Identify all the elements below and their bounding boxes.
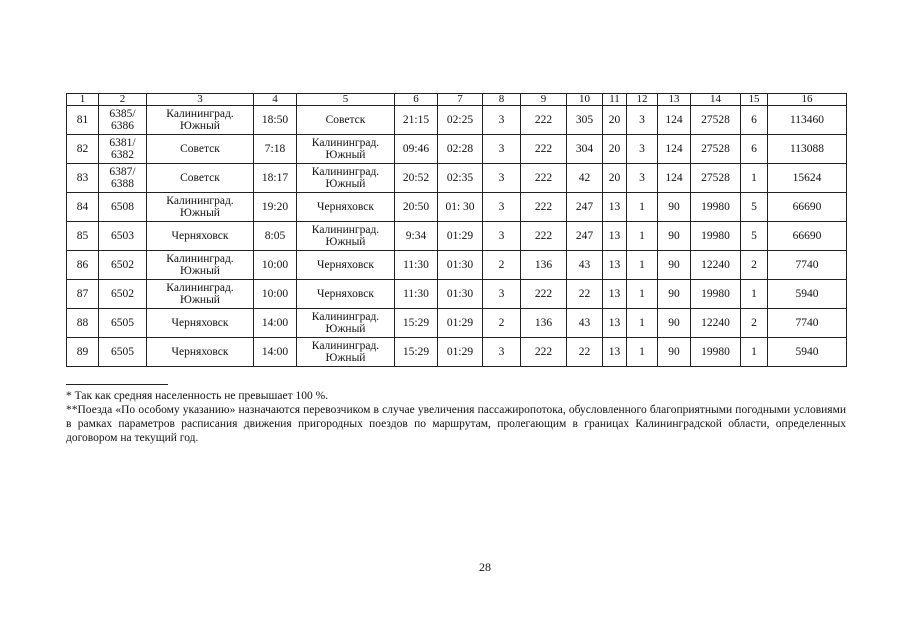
table-cell: 12240 — [691, 309, 741, 338]
table-cell: 27528 — [691, 135, 741, 164]
column-header: 6 — [395, 94, 438, 106]
table-cell: 1 — [627, 280, 658, 309]
table-cell: 10:00 — [254, 251, 297, 280]
table-cell: 20:52 — [395, 164, 438, 193]
table-cell: 81 — [67, 106, 99, 135]
table-cell: 83 — [67, 164, 99, 193]
table-cell: 90 — [658, 309, 691, 338]
table-cell: 1 — [741, 280, 768, 309]
table-cell: 124 — [658, 135, 691, 164]
table-cell: 87 — [67, 280, 99, 309]
table-cell: 222 — [521, 193, 567, 222]
table-cell: 7740 — [768, 309, 847, 338]
page-number: 28 — [479, 560, 491, 574]
table-cell: 2 — [741, 251, 768, 280]
column-header: 4 — [254, 94, 297, 106]
table-cell: 9:34 — [395, 222, 438, 251]
table-cell: Калининград. Южный — [147, 193, 254, 222]
table-cell: 6502 — [99, 251, 147, 280]
table-cell: 1 — [627, 222, 658, 251]
table-cell: 6 — [741, 135, 768, 164]
column-header: 12 — [627, 94, 658, 106]
table-cell: 21:15 — [395, 106, 438, 135]
table-cell: 43 — [567, 251, 603, 280]
table-cell: 09:46 — [395, 135, 438, 164]
table-row — [67, 222, 847, 251]
table-cell: 90 — [658, 251, 691, 280]
table-cell: 27528 — [691, 164, 741, 193]
table-cell: 90 — [658, 280, 691, 309]
table-cell: 90 — [658, 338, 691, 367]
table-cell: 6503 — [99, 222, 147, 251]
table-cell: 82 — [67, 135, 99, 164]
table-cell: 3 — [483, 222, 521, 251]
table-cell: 7:18 — [254, 135, 297, 164]
table-row — [67, 338, 847, 367]
table-cell: 20 — [603, 106, 627, 135]
column-header: 1 — [67, 94, 99, 106]
table-cell: 3 — [483, 135, 521, 164]
table-cell: 85 — [67, 222, 99, 251]
table-cell: Черняховск — [147, 309, 254, 338]
table-cell: 1 — [627, 309, 658, 338]
table-cell: 01:29 — [438, 338, 483, 367]
table-cell: 124 — [658, 164, 691, 193]
column-header: 16 — [768, 94, 847, 106]
table-cell: 66690 — [768, 193, 847, 222]
table-cell: 66690 — [768, 222, 847, 251]
table-cell: 8:05 — [254, 222, 297, 251]
table-cell: 222 — [521, 164, 567, 193]
table-cell: 19:20 — [254, 193, 297, 222]
table-cell: 3 — [483, 280, 521, 309]
table-cell: 7740 — [768, 251, 847, 280]
table-cell: 222 — [521, 106, 567, 135]
table-cell: 15624 — [768, 164, 847, 193]
table-row — [67, 164, 847, 193]
table-cell: 01:30 — [438, 251, 483, 280]
table-cell: 6505 — [99, 338, 147, 367]
table-cell: 02:35 — [438, 164, 483, 193]
table-cell: 3 — [483, 193, 521, 222]
table-cell: 6505 — [99, 309, 147, 338]
column-header: 2 — [99, 94, 147, 106]
table-cell: 18:17 — [254, 164, 297, 193]
footnote-separator — [66, 384, 168, 385]
table-cell: 6502 — [99, 280, 147, 309]
table-row — [67, 135, 847, 164]
column-header: 15 — [741, 94, 768, 106]
table-cell: 13 — [603, 222, 627, 251]
table-cell: 19980 — [691, 222, 741, 251]
table-cell: 222 — [521, 135, 567, 164]
table-row — [67, 193, 847, 222]
table-cell: 2 — [483, 309, 521, 338]
table-cell: 90 — [658, 222, 691, 251]
table-cell: Калининград. Южный — [297, 338, 395, 367]
table-cell: Калининград. Южный — [147, 280, 254, 309]
table-cell: 247 — [567, 193, 603, 222]
table-cell: 11:30 — [395, 280, 438, 309]
column-header: 10 — [567, 94, 603, 106]
footnote-1: * Так как средняя населенность не превышает 100 %. — [66, 390, 329, 402]
table-cell: 15:29 — [395, 338, 438, 367]
table-cell: 42 — [567, 164, 603, 193]
table-cell: 13 — [603, 280, 627, 309]
table-cell: 22 — [567, 338, 603, 367]
table-cell: 1 — [627, 193, 658, 222]
table-cell: 3 — [483, 106, 521, 135]
table-cell: 2 — [741, 309, 768, 338]
table-cell: 2 — [483, 251, 521, 280]
table-cell: Советск — [147, 135, 254, 164]
table-cell: Советск — [297, 106, 395, 135]
table-cell: 3 — [627, 135, 658, 164]
table-cell: 222 — [521, 222, 567, 251]
table-cell: Черняховск — [147, 338, 254, 367]
table-cell: Калининград. Южный — [147, 106, 254, 135]
table-cell: Черняховск — [147, 222, 254, 251]
footnote-2: **Поезда «По особому указанию» назначаются перевозчиком в случае увеличения пассажиропотока, обусловленного благоприятными погодными условиями в рамках параметров расписания движения пригородных поездов по маршрутам, пролегающим в границах Калининградской области, определенных договором на текущий год. — [66, 404, 846, 444]
table-cell: 5 — [741, 193, 768, 222]
table-cell: 43 — [567, 309, 603, 338]
table-cell: 27528 — [691, 106, 741, 135]
table-cell: 5 — [741, 222, 768, 251]
table-cell: 88 — [67, 309, 99, 338]
column-header: 9 — [521, 94, 567, 106]
column-header: 3 — [147, 94, 254, 106]
table-cell: 6381/ 6382 — [99, 135, 147, 164]
table-cell: 113088 — [768, 135, 847, 164]
table-cell: 01:29 — [438, 222, 483, 251]
table-row — [67, 251, 847, 280]
table-cell: 13 — [603, 193, 627, 222]
table-header-row — [67, 94, 847, 106]
table-cell: Черняховск — [297, 280, 395, 309]
table-row — [67, 280, 847, 309]
table-cell: 20 — [603, 164, 627, 193]
table-cell: 6385/ 6386 — [99, 106, 147, 135]
table-cell: 15:29 — [395, 309, 438, 338]
table-cell: 20:50 — [395, 193, 438, 222]
table-cell: Калининград. Южный — [297, 135, 395, 164]
column-header: 5 — [297, 94, 395, 106]
table-cell: 13 — [603, 338, 627, 367]
table-cell: 11:30 — [395, 251, 438, 280]
table-cell: 124 — [658, 106, 691, 135]
table-cell: 18:50 — [254, 106, 297, 135]
column-header: 11 — [603, 94, 627, 106]
table-cell: 19980 — [691, 338, 741, 367]
table-cell: 13 — [603, 251, 627, 280]
table-cell: 19980 — [691, 193, 741, 222]
table-cell: 01:30 — [438, 280, 483, 309]
table-cell: 02:25 — [438, 106, 483, 135]
table-cell: Калининград. Южный — [297, 164, 395, 193]
column-header: 7 — [438, 94, 483, 106]
table-cell: 136 — [521, 251, 567, 280]
table-cell: 12240 — [691, 251, 741, 280]
table-cell: Черняховск — [297, 193, 395, 222]
table-cell: 3 — [483, 164, 521, 193]
table-row — [67, 106, 847, 135]
table-cell: 6508 — [99, 193, 147, 222]
table-cell: 6 — [741, 106, 768, 135]
table-cell: Советск — [147, 164, 254, 193]
table-cell: 3 — [483, 338, 521, 367]
table-cell: 3 — [627, 106, 658, 135]
table-cell: 113460 — [768, 106, 847, 135]
table-cell: Калининград. Южный — [297, 309, 395, 338]
table-cell: 89 — [67, 338, 99, 367]
table-cell: 19980 — [691, 280, 741, 309]
schedule-table — [66, 93, 847, 367]
table-cell: 13 — [603, 309, 627, 338]
table-cell: 136 — [521, 309, 567, 338]
table-cell: 20 — [603, 135, 627, 164]
table-cell: 5940 — [768, 338, 847, 367]
table-cell: 6387/ 6388 — [99, 164, 147, 193]
table-cell: 10:00 — [254, 280, 297, 309]
table-cell: 1 — [627, 251, 658, 280]
table-cell: 222 — [521, 280, 567, 309]
column-header: 14 — [691, 94, 741, 106]
column-header: 8 — [483, 94, 521, 106]
table-cell: Черняховск — [297, 251, 395, 280]
table-cell: 14:00 — [254, 309, 297, 338]
table-cell: 247 — [567, 222, 603, 251]
table-cell: 222 — [521, 338, 567, 367]
table-cell: 86 — [67, 251, 99, 280]
table-cell: 1 — [627, 338, 658, 367]
table-cell: 01:29 — [438, 309, 483, 338]
table-row — [67, 309, 847, 338]
table-cell: 305 — [567, 106, 603, 135]
table-cell: Калининград. Южный — [147, 251, 254, 280]
table-cell: 02:28 — [438, 135, 483, 164]
table-cell: 3 — [627, 164, 658, 193]
table-cell: 14:00 — [254, 338, 297, 367]
table-cell: Калининград. Южный — [297, 222, 395, 251]
table-cell: 90 — [658, 193, 691, 222]
table-cell: 84 — [67, 193, 99, 222]
table-cell: 22 — [567, 280, 603, 309]
table-cell: 5940 — [768, 280, 847, 309]
column-header: 13 — [658, 94, 691, 106]
table-cell: 1 — [741, 164, 768, 193]
table-cell: 1 — [741, 338, 768, 367]
table-cell: 304 — [567, 135, 603, 164]
table-cell: 01: 30 — [438, 193, 483, 222]
